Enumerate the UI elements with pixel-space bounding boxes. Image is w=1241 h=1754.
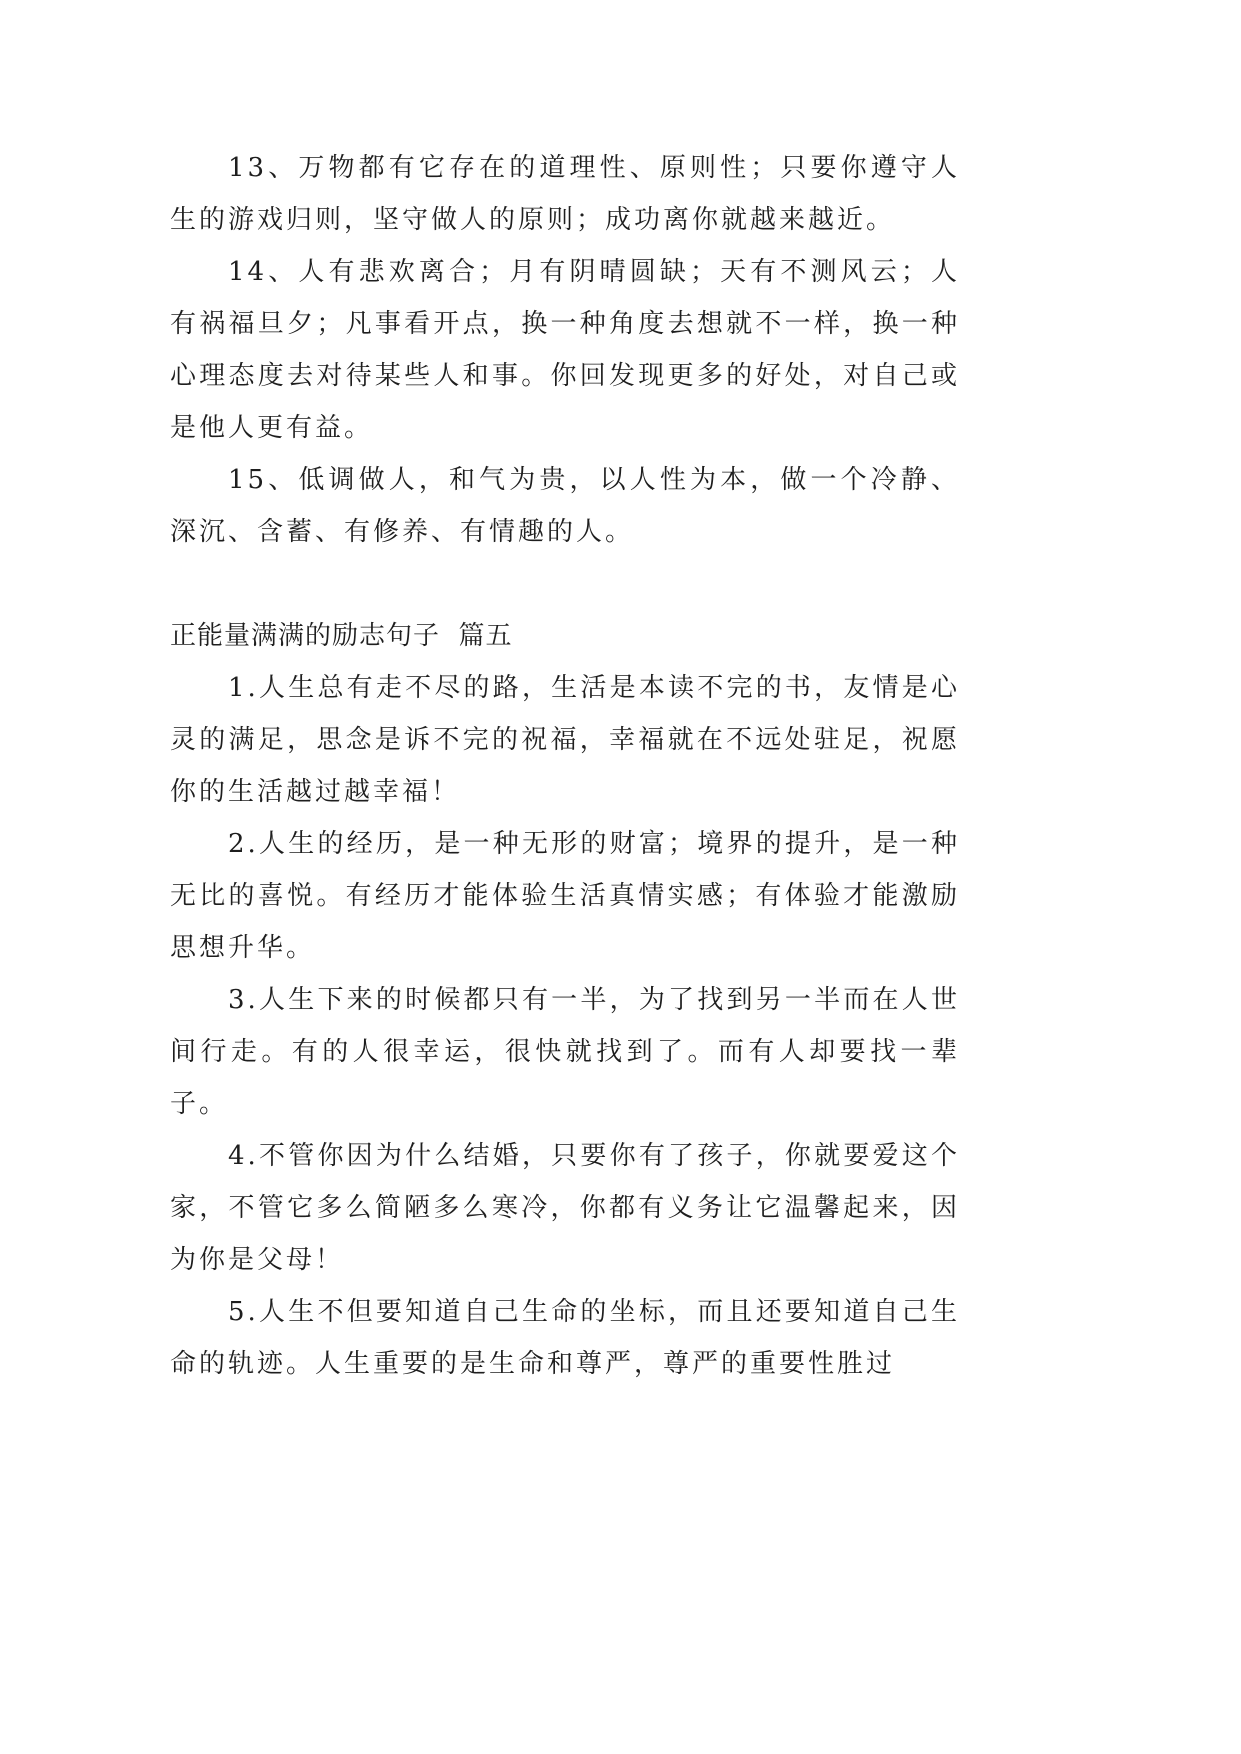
paragraph-item-1: 1.人生总有走不尽的路，生活是本读不完的书，友情是心灵的满足，思念是诉不完的祝福，幸福就在不远处驻足，祝愿你的生活越过越幸福！ [170,673,960,807]
paragraph-item-5: 5.人生不但要知道自己生命的坐标，而且还要知道自己生命的轨迹。人生重要的是生命和尊严，尊严的重要性胜过 [170,1297,960,1379]
paragraph-item-2: 2.人生的经历，是一种无形的财富；境界的提升，是一种无比的喜悦。有经历才能体验生活真情实感；有体验才能激励思想升华。 [170,829,960,963]
paragraph-item-15: 15、低调做人，和气为贵，以人性为本，做一个冷静、深沉、含蓄、有修养、有情趣的人。 [170,465,960,547]
section-spacer [170,558,960,610]
section-heading: 正能量满满的励志句子 篇五 [170,621,513,651]
paragraph-item-3: 3.人生下来的时候都只有一半，为了找到另一半而在人世间行走。有的人很幸运，很快就找到了。而有人却要找一辈子。 [170,985,960,1119]
paragraph-item-13: 13、万物都有它存在的道理性、原则性；只要你遵守人生的游戏归则，坚守做人的原则；成功离你就越来越近。 [170,153,960,235]
paragraph-item-14: 14、人有悲欢离合；月有阴晴圆缺；天有不测风云；人有祸福旦夕；凡事看开点，换一种角度去想就不一样，换一种心理态度去对待某些人和事。你回发现更多的好处，对自己或是他人更有益。 [170,257,960,443]
document-body [170,142,960,1390]
paragraph-item-4: 4.不管你因为什么结婚，只要你有了孩子，你就要爱这个家，不管它多么简陋多么寒冷，你都有义务让它温馨起来，因为你是父母！ [170,1141,960,1275]
